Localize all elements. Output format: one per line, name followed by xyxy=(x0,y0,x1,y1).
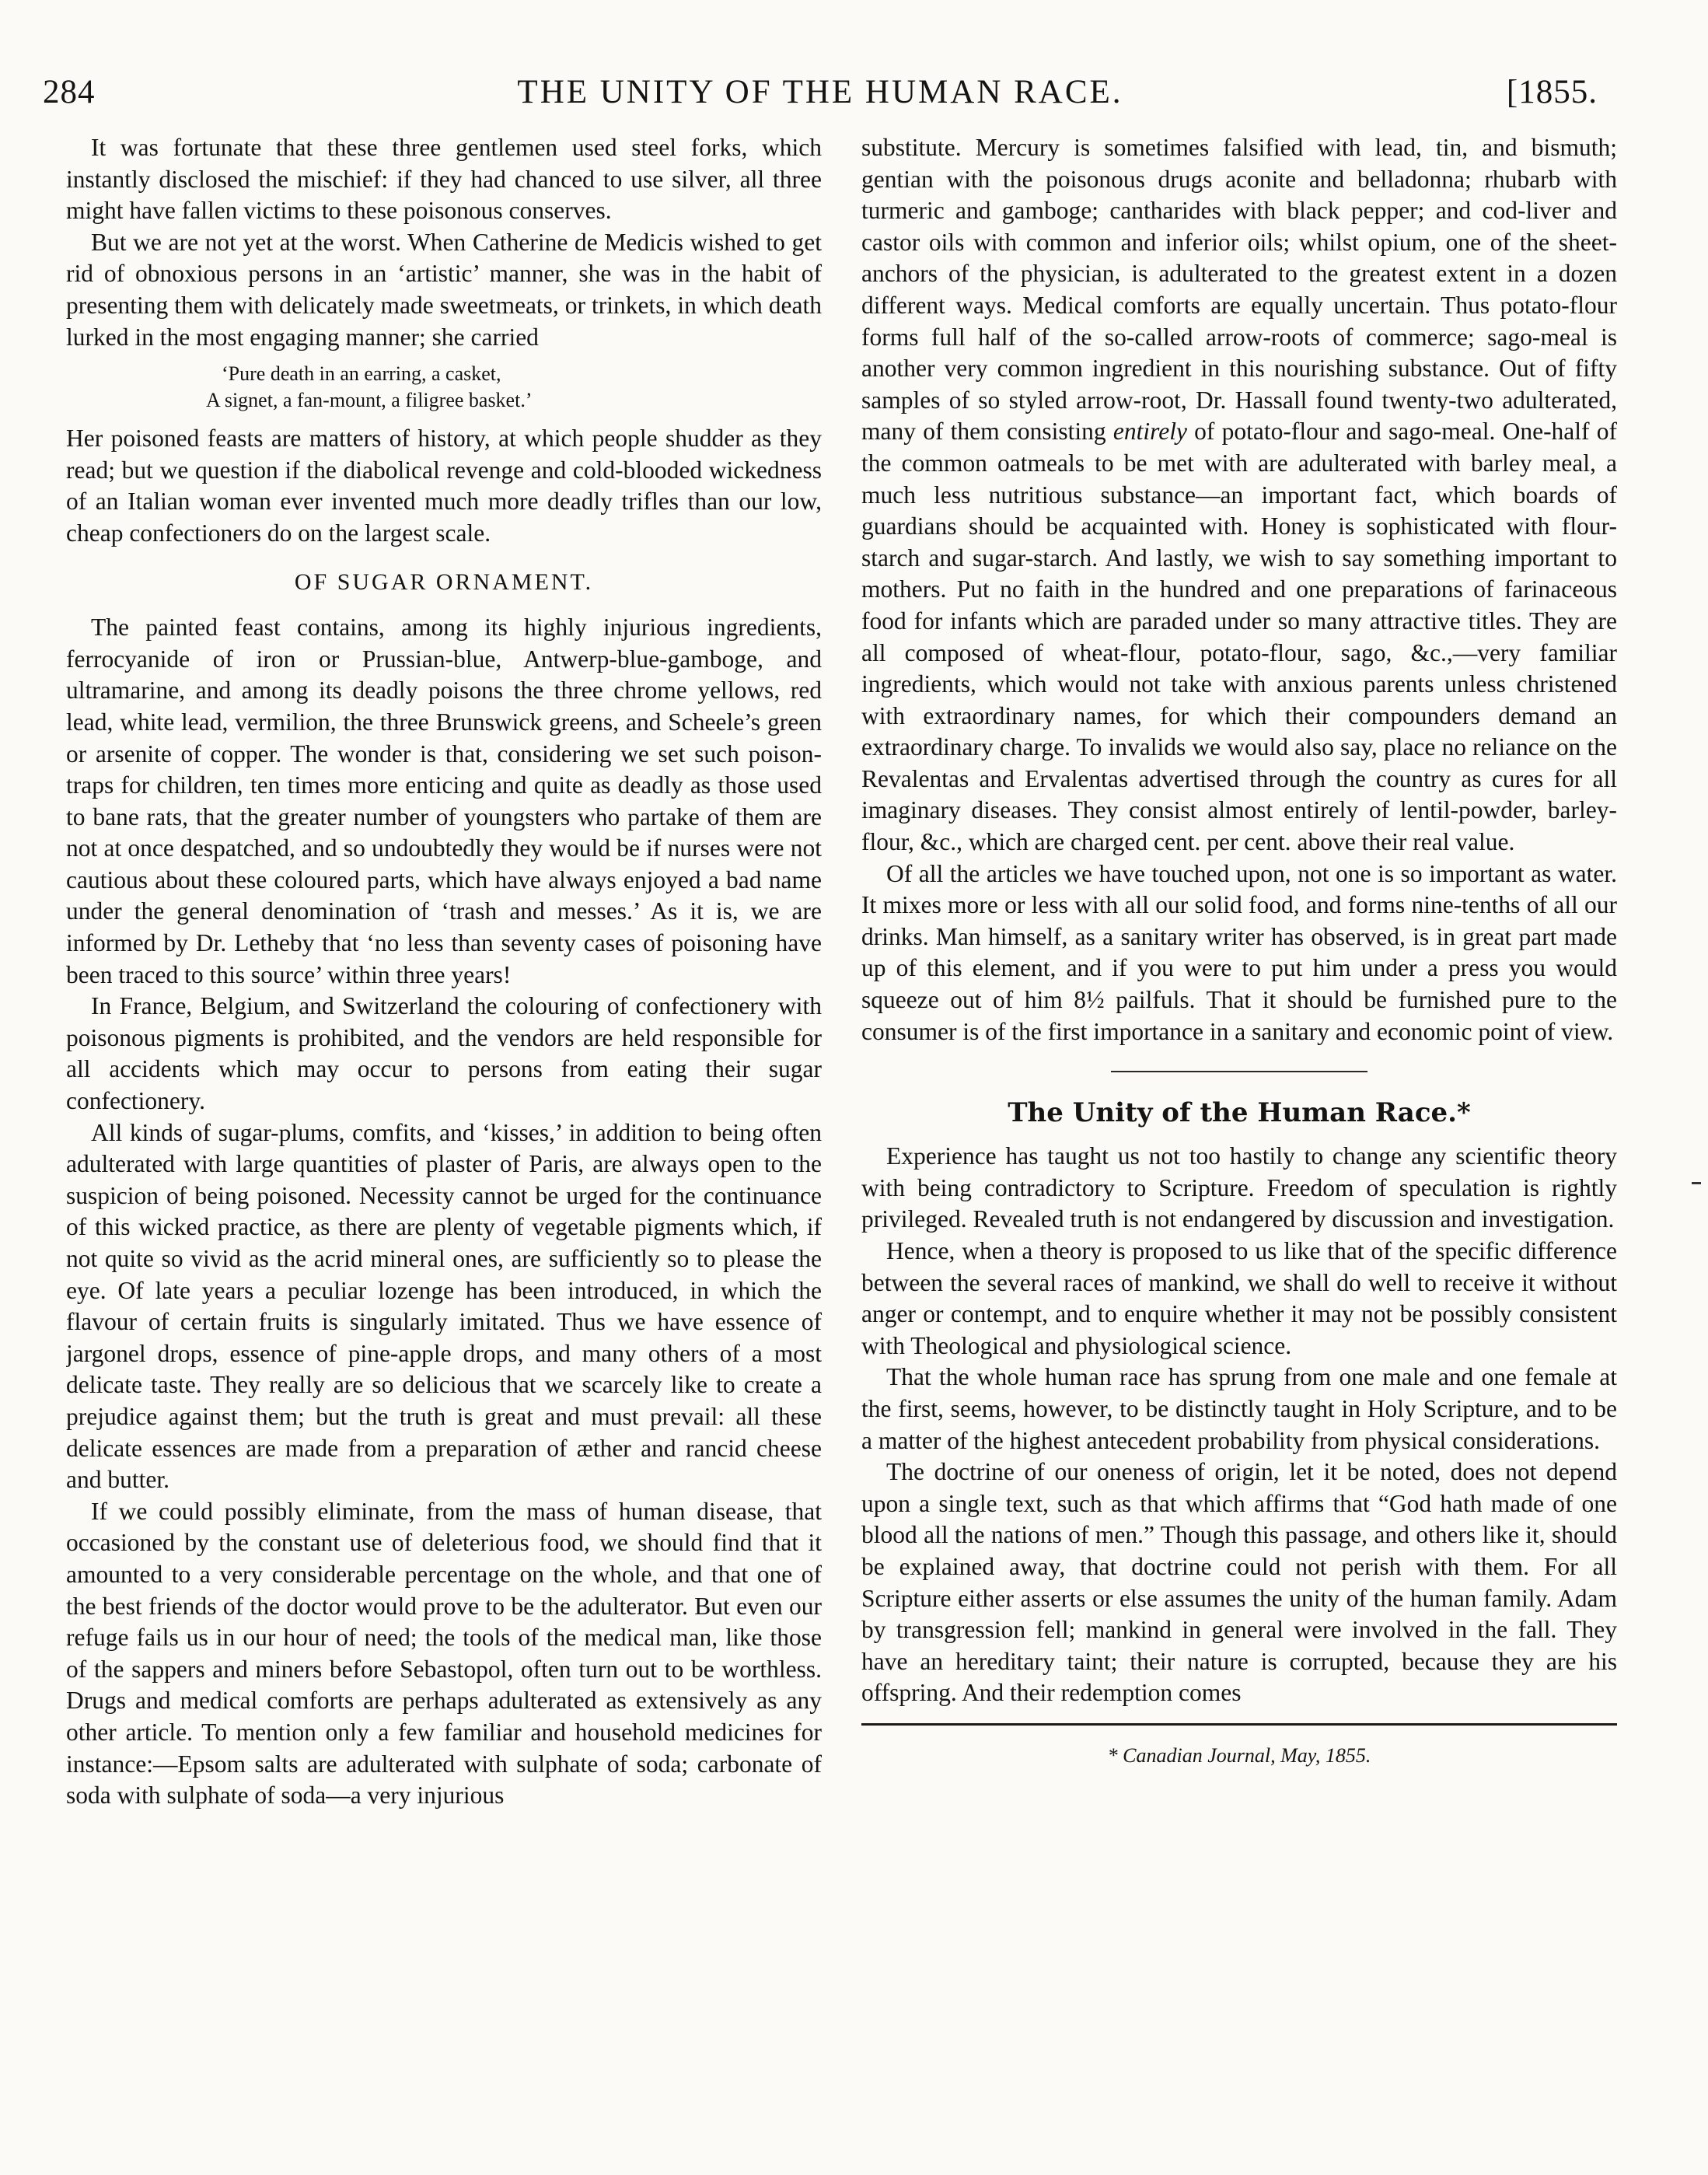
paragraph: Experience has taught us not too hastily to change any scientific theory with being contradictory to Scripture. Freedom of speculation is rightly privileged. Revealed truth is not endangered by discussion and investigation. xyxy=(861,1142,1617,1233)
paragraph: It was fortunate that these three gentlemen used steel forks, which instantly disclosed the mischief: if they had chanced to use silver, all three might have fallen victims to these poisonous conserves. xyxy=(66,134,822,225)
paragraph: If we could possibly eliminate, from the mass of human disease, that occasioned by the constant use of deleterious food, we should find that it amounted to a very considerable percentage on the whole, and that one of the best friends of the doctor would prove to be the adulterator. But even our refuge fails us in our hour of need; the tools of the medical man, like those of the sappers and miners before Sebastopol, often turn out to be worthless. Drugs and medical comforts are perhaps adulterated as extensively as any other article. To mention only a few familiar and household medicines for instance:—Epsom salts are adulterated with sulphate of soda; carbonate of soda with sulphate of soda—a very injurious xyxy=(66,1497,822,1810)
verse-line: ‘Pure death in an earring, a casket, xyxy=(222,362,501,386)
paragraph: But we are not yet at the worst. When Catherine de Medicis wished to get rid of obnoxious persons in an ‘artistic’ manner, she was in the habit of presenting them with delicately made sweetmeats, or trinkets, in which death lurked in the most engaging manner; she carried xyxy=(66,228,822,351)
paragraph: Hence, when a theory is proposed to us like that of the specific difference between the several races of mankind, we shall do well to receive it without anger or contempt, and to enquire whether it may not be possibly consistent with Theological and physiological science. xyxy=(861,1237,1617,1359)
section-heading: OF SUGAR ORNAMENT. xyxy=(294,568,594,595)
verse-line: A signet, a fan-mount, a filigree basket.’ xyxy=(206,389,533,412)
text-run: of potato-flour and sago-meal. One-half of the common oatmeals to be met with are adulterated with barley meal, a much less nutritious substance—an important fact, which boards of guardians should be acquainted with. Honey is sophisticated with flour-starch and sugar-starch. And lastly, we wish to say something important to mothers. Put no faith in the hundred and one preparations of farinaceous food for infants which are paraded under so many attractive titles. They are all composed of wheat-flour, potato-flour, sago, &c.,—very familiar ingredients, which would not take with anxious parents unless christened with extraordinary names, for which their compounders demand an extraordinary charge. To invalids we would also say, place no reliance on the Revalentas and Ervalentas advertised through the country as cures for all imaginary diseases. They consist almost entirely of lentil-powder, barley-flour, &c., which are charged cent. per cent. above their real value. xyxy=(861,418,1617,856)
text-run: substitute. Mercury is sometimes falsified with lead, tin, and bismuth; gentian with the poisonous drugs aconite and belladonna; rhubarb with turmeric and gamboge; cantharides with black pepper; and cod-liver and castor oils with common and inferior oils; whilst opium, one of the sheet-anchors of the physician, is adulterated to the greatest extent in a dozen different ways. Medical comforts are equally uncertain. Thus potato-flour forms full half of the so-called arrow-roots of commerce; sago-meal is another very common ingredient in this nourishing substance. Out of fifty samples of so styled arrow-root, Dr. Hassall found twenty-two adulterated, many of them consisting xyxy=(861,134,1617,446)
paragraph: In France, Belgium, and Switzerland the colouring of confectionery with poisonous pigments is prohibited, and the vendors are held responsible for all accidents which may occur to persons from eating their sugar confectionery. xyxy=(66,992,822,1115)
left-column xyxy=(66,132,822,2123)
page-number: 284 xyxy=(43,74,96,110)
paragraph: That the whole human race has sprung from one male and one female at the first, seems, however, to be distinctly taught in Holy Scripture, and to be a matter of the highest antecedent probability from physical considerations. xyxy=(861,1363,1617,1454)
header-year: [1855. xyxy=(1506,74,1598,110)
paragraph: Her poisoned feasts are matters of history, at which people shudder as they read; but we question if the diabolical revenge and cold-blooded wickedness of an Italian woman ever invented much more deadly trifles than our low, cheap confectioners do on the largest scale. xyxy=(66,425,822,547)
footnote: * Canadian Journal, May, 1855. xyxy=(1107,1743,1371,1767)
margin-mark xyxy=(1692,1182,1701,1184)
paragraph: Of all the articles we have touched upon, not one is so important as water. It mixes more or less with all our solid food, and forms nine-tenths of all our drinks. Man himself, as a sanitary writer has observed, is in great part made up of this element, and if you were to put him under a press you would squeeze out of him 8½ pailfuls. That it should be furnished pure to the consumer is of the first importance in a sanitary and economic point of view. xyxy=(861,859,1617,1045)
verse-quote xyxy=(66,361,822,414)
paragraph: The doctrine of our oneness of origin, let it be noted, does not depend upon a single text, such as that which affirms that “God hath made of one blood all the nations of men.” Though this passage, and others like it, should be explained away, that doctrine could not perish with them. For all Scripture either asserts or else assumes the unity of the human family. Adam by transgression fell; mankind in general were involved in the fall. They have an hereditary taint; their nature is corrupted, because they are his offspring. And their redemption comes xyxy=(861,1458,1617,1707)
article-title: The Unity of the Human Race.* xyxy=(1008,1097,1471,1129)
paragraph: The painted feast contains, among its highly injurious ingredients, ferrocyanide of iron or Prussian-blue, Antwerp-blue-gamboge, and ultramarine, and among its deadly poisons the three chrome yellows, red lead, white lead, vermilion, the three Brunswick greens, and Scheele’s green or arsenite of copper. The wonder is that, considering we set such poison-traps for children, ten times more enticing and quite as deadly as those used to bane rats, that the greater number of youngsters who partake of them are not at once despatched, and so undoubtedly they would be if nurses were not cautious about these coloured parts, which have always enjoyed a bad name under the general denomination of ‘trash and messes.’ As it is, we are informed by Dr. Letheby that ‘no less than seventy cases of poisoning have been traced to this source’ within three years! xyxy=(66,614,822,988)
page-header xyxy=(43,72,1598,114)
paragraph xyxy=(861,132,1617,858)
footnote-rule xyxy=(861,1723,1617,1726)
paragraph: All kinds of sugar-plums, comfits, and ‘kisses,’ in addition to being often adulterated with large quantities of plaster of Paris, are always open to the suspicion of being poisoned. Necessity cannot be urged for the continuance of this wicked practice, as there are plenty of vegetable pigments which, if not quite so vivid as the acrid mineral ones, are sufficiently so to please the eye. Of late years a peculiar lozenge has been introduced, in which the flavour of certain fruits is singularly imitated. Thus we have essence of jargonel drops, essence of pine-apple drops, and many others of a most delicate taste. They really are so delicious that we scarcely like to create a prejudice against them; but the truth is great and must prevail: all these delicate essences are made from a preparation of æther and rancid cheese and butter. xyxy=(66,1118,822,1494)
emphasis: entirely xyxy=(1112,418,1187,446)
right-column xyxy=(861,132,1617,2123)
running-title: THE UNITY OF THE HUMAN RACE. xyxy=(517,74,1123,110)
section-divider xyxy=(1111,1071,1367,1072)
